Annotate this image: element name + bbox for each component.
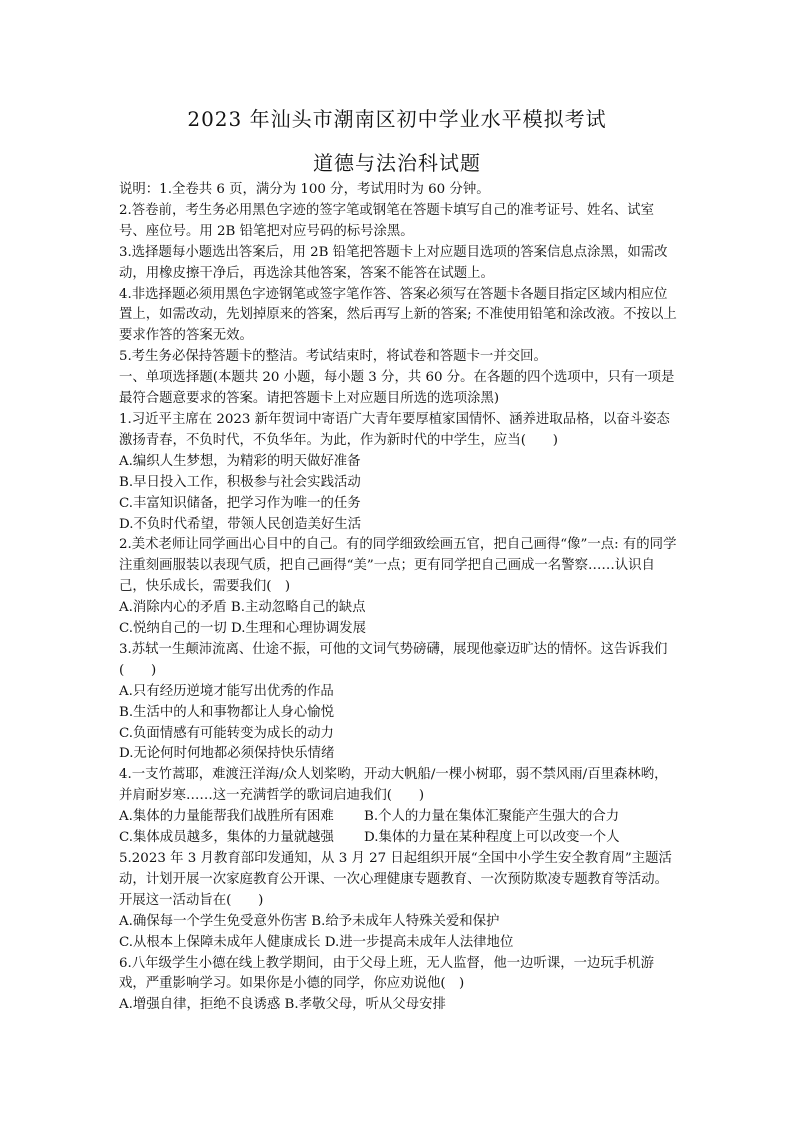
question-3-option-b: B.生活中的人和事物都让人身心愉悦 xyxy=(119,704,334,720)
instruction-1: 说明：1.全卷共 6 页，满分为 100 分，考试用时为 60 分钟。 xyxy=(119,182,490,197)
question-4-option-c: C.集体成员越多，集体的力量就越强 xyxy=(119,830,334,846)
question-3-option-c: C.负面情感有可能转变为成长的动力 xyxy=(119,725,334,741)
question-1-option-a: A.编织人生梦想，为精彩的明天做好准备 xyxy=(119,453,361,469)
section-heading: 一、单项选择题(本题共 20 小题，每小题 3 分，共 60 分。在各题的四个选项中，只有一项是最符合题意要求的答案。请把答题卡上对应题目所选的选项涂黑) xyxy=(119,370,675,407)
question-2-options-cd: C.悦纳自己的一切 D.生理和心理协调发展 xyxy=(119,621,367,637)
question-4-options-cd xyxy=(119,828,679,849)
question-1-stem: 1.习近平主席在 2023 新年贺词中寄语广大青年要厚植家国情怀、涵养进取品格，以奋斗姿态激扬青春，不负时代，不负华年。为此，作为新时代的中学生，应当( ) xyxy=(119,411,670,448)
question-6-stem: 6.八年级学生小德在线上教学期间，由于父母上班，无人监督，他一边听课，一边玩手机游戏，严重影响学习。如果你是小德的同学，你应劝说他( ) xyxy=(119,955,655,992)
question-1-option-c: C.丰富知识储备，把学习作为唯一的任务 xyxy=(119,495,361,511)
question-2-options-ab: A.消除内心的矛盾 B.主动忽略自己的缺点 xyxy=(119,600,366,616)
question-3-option-a: A.只有经历逆境才能写出优秀的作品 xyxy=(119,683,334,699)
question-4-option-a: A.集体的力量能帮我们战胜所有困难 xyxy=(119,809,334,825)
exam-content xyxy=(119,180,679,1016)
exam-subject-title: 道德与法治科试题 xyxy=(313,151,481,175)
question-4-stem: 4.一支竹蒿耶，难渡汪洋海/众人划桨哟，开动大帆船/一棵小树耶，弱不禁风雨/百里森林哟，并肩耐岁寒……这一充满哲学的歌词启迪我们( ) xyxy=(119,767,668,804)
question-4-options-ab xyxy=(119,807,679,828)
question-3-stem: 3.苏轼一生颠沛流离、仕途不振，可他的文词气势磅礴，展现他豪迈旷达的情怀。这告诉我们( ) xyxy=(119,641,668,678)
exam-title: 2023 年汕头市潮南区初中学业水平模拟考试 xyxy=(187,107,607,131)
question-4-option-b: B.个人的力量在集体汇聚能产生强大的合力 xyxy=(364,809,620,825)
question-1-option-b: B.早日投入工作，积极参与社会实践活动 xyxy=(119,474,361,490)
question-2-stem: 2.美术老师让同学画出心目中的自己。有的同学细致绘画五官，把自己画得“像”一点: 有的同学注重刻画服装以表现气质，把自己画得“美”一点；更有同学把自己画成一名警察……认识自己，快乐成长，需要我们( ) xyxy=(119,537,677,595)
question-5-options-ab: A.确保每一个学生免受意外伤害 B.给予未成年人特殊关爱和保护 xyxy=(119,913,500,929)
instruction-3: 3.选择题每小题选出答案后，用 2B 铅笔把答题卡上对应题目选项的答案信息点涂黑，如需改动，用橡皮擦干净后，再选涂其他答案，答案不能答在试题上。 xyxy=(119,244,668,281)
instruction-4: 4.非选择题必须用黑色字迹钢笔或签字笔作答、答案必须写在答题卡各题目指定区域内相应位置上，如需改动，先划掉原来的答案，然后再写上新的答案; 不准使用铅笔和涂改液。不按以上要求作答的答案无效。 xyxy=(119,286,677,344)
instruction-5: 5.考生务必保持答题卡的整洁。考试结束时，将试卷和答题卡一并交回。 xyxy=(119,349,547,365)
instruction-2: 2.答卷前，考生务必用黑色字迹的签字笔或钢笔在答题卡填写自己的准考证号、姓名、试室号、座位号。用 2B 铅笔把对应号码的标号涂黑。 xyxy=(119,202,655,239)
question-6-options-ab: A.增强自律，拒绝不良诱惑 B.孝敬父母，听从父母安排 xyxy=(119,997,446,1013)
question-3-option-d: D.无论何时何地都必须保持快乐情绪 xyxy=(119,746,335,762)
question-5-options-cd: C.从根本上保障未成年人健康成长 D.进一步提高未成年人法律地位 xyxy=(119,934,514,950)
question-4-option-d: D.集体的力量在某种程度上可以改变一个人 xyxy=(364,830,620,846)
question-1-option-d: D.不负时代希望，带领人民创造美好生活 xyxy=(119,516,362,532)
question-5-stem: 5.2023 年 3 月教育部印发通知，从 3 月 27 日起组织开展“全国中小学生安全教育周”主题活动，计划开展一次家庭教育公开课、一次心理健康专题教育、一次预防欺凌专题教育等活动。开展这一活动旨在( ) xyxy=(119,851,672,908)
